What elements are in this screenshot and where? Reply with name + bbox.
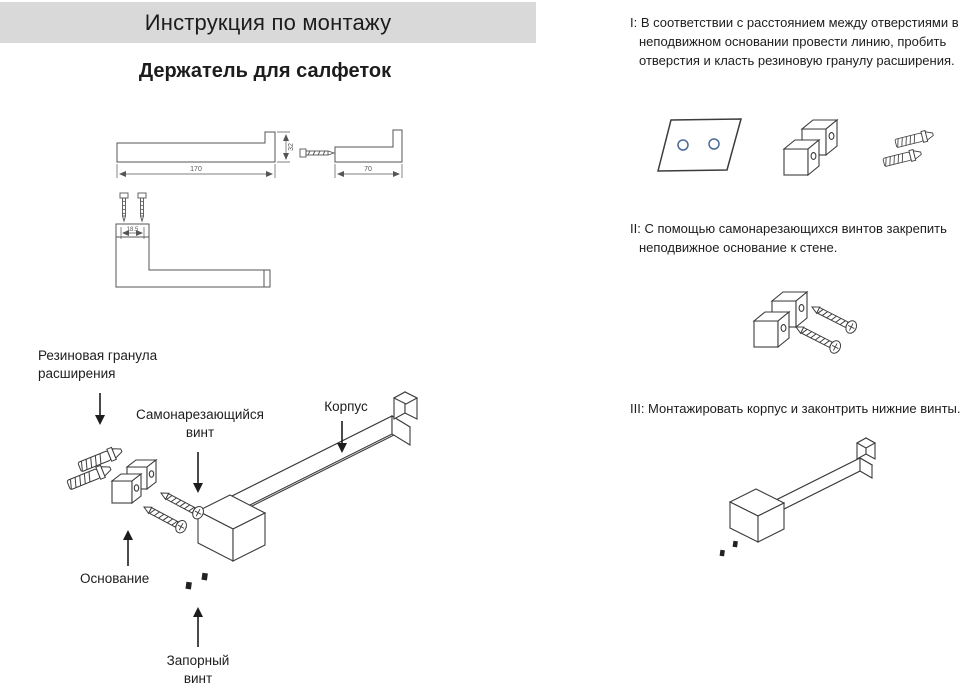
step-1-illustration [650, 105, 945, 215]
dim-depth: 70 [364, 166, 372, 173]
technical-views-drawing [80, 100, 560, 300]
step-2-illustration [740, 275, 910, 365]
dim-length: 170 [190, 166, 202, 173]
end-view-screw [300, 149, 334, 157]
dim-hole-spacing: 18.5 [126, 227, 139, 233]
base-drawing [112, 460, 156, 503]
base-drawing [754, 292, 807, 347]
wall-plate-drawing [658, 119, 741, 171]
plan-view-outline [116, 224, 270, 287]
label-self-tapping-screw: Самонарезающийся винт [136, 407, 264, 440]
dim-height: 32 [288, 143, 295, 151]
label-locking-screw: Запорный винт [166, 653, 230, 686]
step-1-text: I: В соответствии с расстоянием между отверстиями в неподвижном основании провести линию, пробить отверстия и класть резиновую гранулу расширения. [630, 15, 959, 68]
label-base: Основание [80, 571, 150, 586]
plan-view-anchor-1 [120, 193, 128, 221]
header-bar [0, 2, 536, 43]
rubber-anchors-drawing [883, 129, 935, 168]
step-3-text: III: Монтажировать корпус и законтрить нижние винты. [630, 401, 961, 416]
set-screws-drawing [720, 541, 738, 557]
product-subtitle: Держатель для салфеток [138, 60, 392, 82]
dimension-lines-side [117, 132, 290, 178]
step-3-illustration [700, 430, 900, 580]
label-body: Корпус [324, 399, 368, 414]
label-rubber-anchor: Резиновая гранула расширения [38, 348, 158, 381]
assembled-body-drawing [730, 438, 875, 542]
base-drawing [784, 120, 837, 175]
step-2-text: II: С помощью самонарезающихся винтов закрепить неподвижное основание к стене. [630, 221, 947, 255]
set-screws-drawing [185, 573, 207, 590]
side-view-outline [117, 132, 275, 162]
page-title: Инструкция по монтажу [144, 9, 392, 35]
end-view-outline [335, 130, 402, 162]
self-tapping-screws-drawing [141, 487, 206, 535]
plan-view-anchor-2 [138, 193, 146, 221]
